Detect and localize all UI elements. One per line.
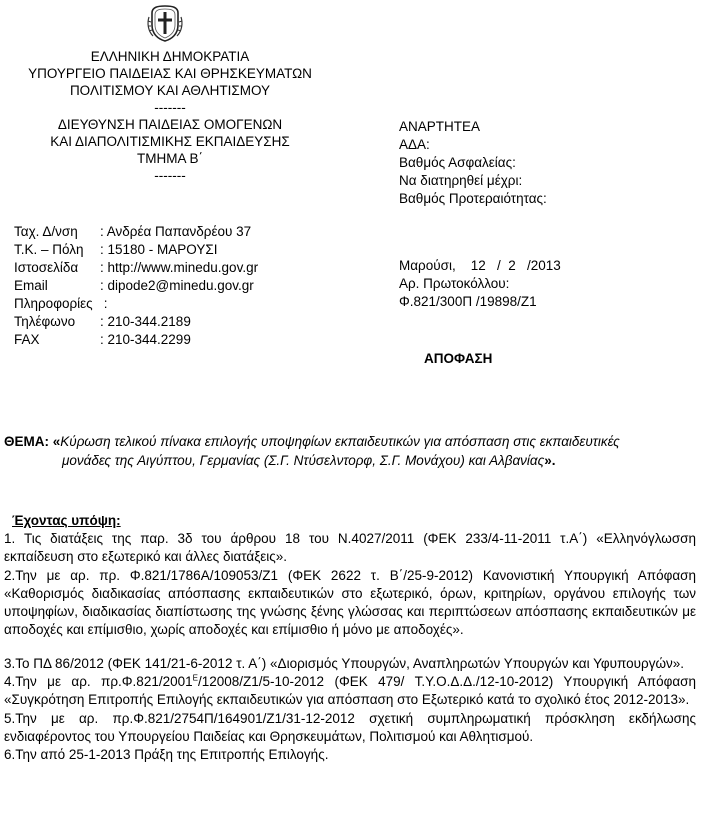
contact-value: : 210-344.2299	[100, 332, 191, 347]
subject-text-2: μονάδες της Αιγύπτου, Γερμανίας (Σ.Γ. Ντύσελντορφ, Σ.Γ. Μονάχου) και Αλβανίας	[62, 452, 545, 468]
subject-block	[4, 433, 696, 470]
document-date: Μαρούσι, 12 / 2 /2013	[399, 258, 561, 273]
consideration-5: 5.Την με αρ. πρ.Φ.821/2754Π/164901/Ζ1/31-12-2012 σχετική συμπληρωματική πρόσκληση εκδήλωσης ενδιαφέροντος του Υπουργείου Παιδείας και Θρησκευμάτων, Πολιτισμού και Αθλητισμού.	[4, 710, 696, 744]
considerations-list	[4, 530, 696, 765]
priority-label: Βαθμός Προτεραιότητας:	[399, 191, 547, 206]
contact-row	[14, 259, 258, 277]
ada-label: ΑΔΑ:	[399, 137, 430, 152]
contact-label: FAX	[14, 332, 40, 347]
consideration-4-start: 4.Την με αρ. πρ.Φ.821/2001	[4, 674, 193, 690]
protocol-number: Φ.821/300Π /19898/Ζ1	[399, 294, 537, 309]
contact-label: Τ.Κ. – Πόλη	[14, 242, 84, 257]
ministry-header	[20, 48, 320, 184]
contact-value: :	[100, 296, 108, 311]
document-meta	[399, 118, 547, 208]
contact-label: Πληροφορίες	[14, 296, 93, 311]
contact-row	[14, 313, 258, 331]
consideration-1: 1. Τις διατάξεις της παρ. 3δ του άρθρου 18 του Ν.4027/2011 (ΦΕΚ 233/4-11-2011 τ.Α΄) «Ελληνόγλωσση εκπαίδευση στο εξωτερικό και άλλες διατάξεις».	[4, 531, 696, 565]
greek-emblem-icon	[146, 3, 184, 43]
consideration-4-sup: Ε	[192, 673, 198, 683]
contact-info	[14, 223, 258, 349]
contact-row	[14, 277, 258, 295]
contact-label: Email	[14, 278, 48, 293]
security-label: Βαθμός Ασφαλείας:	[399, 155, 516, 170]
header-line-5: ΚΑΙ ΔΙΑΠΟΛΙΤΙΣΜΙΚΗΣ ΕΚΠΑΙΔΕΥΣΗΣ	[50, 134, 290, 149]
subject-line-1	[4, 433, 696, 452]
header-line-3: ΠΟΛΙΤΙΣΜΟΥ ΚΑΙ ΑΘΛΗΤΙΣΜΟΥ	[69, 83, 271, 98]
consideration-3: 3.Το ΠΔ 86/2012 (ΦΕΚ 141/21-6-2012 τ. Α΄) «Διορισμός Υπουργών, Αναπληρωτών Υπουργών και Υφυπουργών».	[4, 655, 685, 671]
subject-line-2	[4, 452, 696, 471]
contact-value: : Ανδρέα Παπανδρέου 37	[100, 224, 252, 239]
consideration-6: 6.Την από 25-1-2013 Πράξη της Επιτροπής Επιλογής.	[4, 747, 329, 763]
considering-heading: Έχοντας υπόψη:	[12, 513, 121, 528]
subject-label: ΘΕΜΑ: «	[4, 434, 61, 449]
date-protocol	[399, 257, 561, 311]
contact-row	[14, 331, 258, 349]
subject-text-1: Κύρωση τελικού πίνακα επιλογής υποψηφίων εκπαιδευτικών για απόσπαση στις εκπαιδευτικές	[60, 434, 620, 449]
consideration-2: 2.Την με αρ. πρ. Φ.821/1786Α/109053/Ζ1 (ΦΕΚ 2622 τ. Β΄/25-9-2012) Κανονιστική Υπουργική Απόφαση «Καθορισμός διαδικασίας απόσπασης εκπαιδευτικών στο εξωτερικό, όρων, κριτηρίων, οργάνου επιλογής των υποψηφίων, διαδικασίας διαπίστωσης της γνώσης ξένης γλώσσας και περιπτώσεων απόσπασης εκπαιδευτικών με αποδοχές και επίμισθιο, χωρίς αποδοχές και επίμισθιο ή μόνο με αποδοχές».	[4, 567, 696, 638]
consideration-4-rest: /12008/Ζ1/5-10-2012 (ΦΕΚ 479/ Τ.Υ.Ο.Δ.Δ./12-10-2012) Υπουργική Απόφαση «Συγκρότηση Επιτροπής Επιλογής εκπαιδευτικών για απόσπαση στο Εξωτερικό κατά το σχολικό έτος 2012-2013».	[4, 674, 696, 708]
contact-row	[14, 223, 258, 241]
protocol-label: Αρ. Πρωτοκόλλου:	[399, 276, 510, 291]
contact-row	[14, 241, 258, 259]
contact-row	[14, 295, 258, 313]
consideration-4	[4, 673, 696, 710]
header-line-4: ΔΙΕΥΘΥΝΣΗ ΠΑΙΔΕΙΑΣ ΟΜΟΓΕΝΩΝ	[57, 117, 283, 132]
contact-label: Ιστοσελίδα	[14, 260, 79, 275]
contact-value: : 15180 - ΜΑΡΟΥΣΙ	[100, 242, 218, 257]
contact-label: Τηλέφωνο	[14, 314, 76, 329]
header-separator-2: -------	[154, 168, 186, 183]
keep-until-label: Να διατηρηθεί μέχρι:	[399, 173, 523, 188]
subject-end: ».	[544, 452, 556, 468]
header-line-1: ΕΛΛΗΝΙΚΗ ΔΗΜΟΚΡΑΤΙΑ	[90, 49, 250, 64]
contact-value: : 210-344.2189	[100, 314, 191, 329]
contact-value: : dipode2@minedu.gov.gr	[100, 278, 254, 293]
header-line-6: ΤΜΗΜΑ Β΄	[137, 151, 203, 166]
contact-value: : http://www.minedu.gov.gr	[100, 260, 259, 275]
header-separator-1: -------	[154, 100, 186, 115]
decision-title: ΑΠΟΦΑΣΗ	[424, 351, 493, 366]
contact-label: Ταχ. Δ/νση	[14, 224, 78, 239]
header-line-2: ΥΠΟΥΡΓΕΙΟ ΠΑΙΔΕΙΑΣ ΚΑΙ ΘΡΗΣΚΕΥΜΑΤΩΝ	[28, 66, 312, 81]
posting-label: ΑΝΑΡΤΗΤΕΑ	[399, 119, 481, 134]
